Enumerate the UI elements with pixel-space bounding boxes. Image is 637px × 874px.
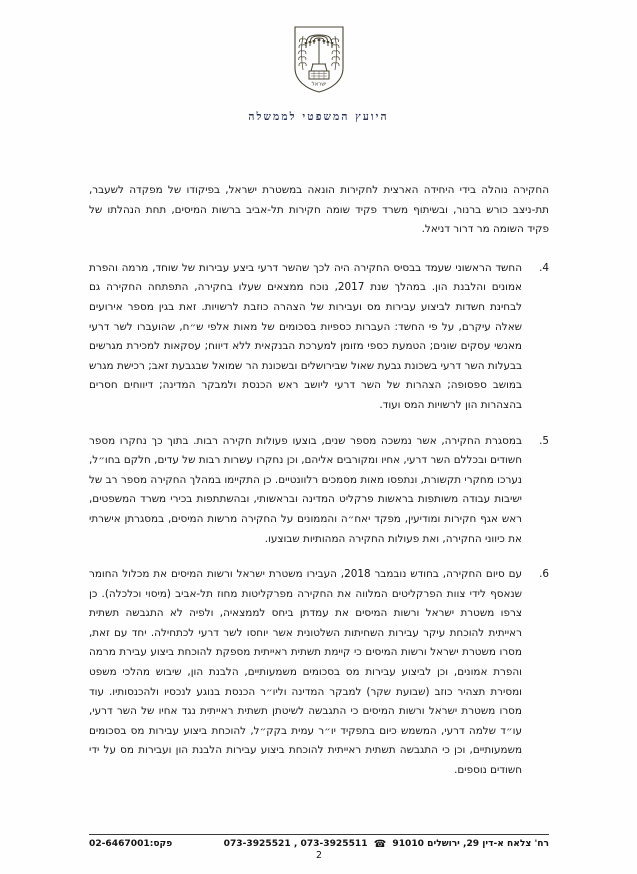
paragraph-clause-4 <box>89 259 549 416</box>
footer-fax-number: 02-6467001 <box>89 839 150 849</box>
telephone-icon: ☎ <box>373 839 387 850</box>
footer-address: רח' צלאח א-דין 29, ירושלים 91010 <box>392 839 549 849</box>
footer-phone-secondary: 073-3925521 <box>223 839 291 849</box>
clause-marker: .4 <box>539 261 549 274</box>
paragraph-text: החקירה נוהלה בידי היחידה הארצית לחקירות הונאה במשטרת ישראל, בפיקודו של מפקדה לשעבר, תת-ניצב כורש ברנור, ובשיתוף משרד פקיד שומה חקירות תל-אביב ברשות המיסים, תחת הנהלתו של פקיד השומה מר דרור דניאל. <box>89 184 549 236</box>
clause-marker: .6 <box>539 568 549 581</box>
footer-address-group <box>224 838 549 849</box>
footer-contact-line <box>89 838 549 849</box>
org-title: היועץ המשפטי לממשלה <box>248 111 389 123</box>
svg-text:ישראל: ישראל <box>311 81 326 88</box>
paragraph-text: עם סיום החקירה, בחודש נובמבר 2018, העבירו משטרת ישראל ורשות המיסים את מכלול החומר שנאסף לידי צוות הפרקליטים המלווה את החקירה מפרקליטות מחוז תל-אביב (מיסוי וכלכלה). כן צרפו משטרת ישראל ורשות המיסים את עמדתן ביחס לממצאיה, ולפיה לא התגבשה תשתית ראייתית להוכחת עיקר עבירות השחיתות השלטונית אשר יוחסו לשר דרעי לכתחילה. יחד עם זאת, מסרו משטרת ישראל ורשות המיסים כי קיימת תשתית ראייתית מספקת להוכחת ביצוע עבירת מרמה והפרת אמונים, וכן לביצוע עבירות מס בסכומים משמעותיים, הלבנת הון, שיבוש מהלכי משפט ומסירת תצהיר כוזב (שבועת שקר) למבקר המדינה וליו״ר הכנסת בנוגע לנכסיו ולהכנסותיו. עוד מסרו משטרת ישראל ורשות המיסים כי התגבשה לשיטתן תשתית ראייתית נגד אחיו של השר דרעי, עו״ד שלמה דרעי, המשמש כיום בתפקיד יו״ר עמית בקק״ל, להוכחת ביצוע עבירות מס בסכומים משמעותיים, וכן כי התגבשה תשתית ראייתית להוכחת ביצוע עבירות הלבנת הון ועבירות מס על ידי חשודים נוספים. <box>89 568 522 777</box>
footer-phone-primary: 073-3925511 <box>300 839 368 849</box>
page-footer <box>0 834 637 874</box>
paragraph-clause-5 <box>89 432 549 550</box>
footer-fax-label: פקס: <box>149 839 173 849</box>
document-body <box>0 123 637 834</box>
footer-phone-separator: , <box>293 839 298 849</box>
footer-divider <box>89 834 549 835</box>
footer-fax-group <box>89 839 172 849</box>
paragraph-clause-6 <box>89 565 549 781</box>
page-number: 2 <box>316 850 322 861</box>
paragraph-text: במסגרת החקירה, אשר נמשכה מספר שנים, בוצעו פעולות חקירה רבות. בתוך כך נחקרו מספר חשודים ובכללם השר דרעי, אחיו ומקורבים אליהם, וכן נחקרו עשרות רבות של עדים, חלקם בחו״ל, נערכו מחקרי תקשורת, ונתפסו מאות מסמכים רלוונטיים. כן התקיימו במהלך החקירה מספר רב של ישיבות עבודה משותפות בראשות פרקליט המדינה ובראשותי, ובהשתתפות בכירי משרד המשפטים, ראש אגף חקירות ומודיעין, מפקד יאח״ה והממונים על החקירה מרשות המיסים, במסגרתן אישרתי את כיווני החקירה, ואת פעולות החקירה המהותיות שבוצעו. <box>89 434 522 545</box>
clause-marker: .5 <box>539 434 549 447</box>
letterhead <box>0 0 637 123</box>
paragraph-text: החשד הראשוני שעמד בבסיס החקירה היה לכך שהשר דרעי ביצע עבירות של שוחד, מרמה והפרת אמונים והלבנת הון. במהלך שנת 2017, נוכח ממצאים שעלו בחקירה, התפתחה החקירה גם לבחינת חשדות לביצוע עבירות מס ועבירות של הצהרה כוזבת לרשויות. זאת בגין מספר אירועים שאלה עיקרם, על פי החשד: העברות כספיות בסכומים של מאות אלפי ש״ח, שהועברו לשר דרעי מאנשי עסקים שונים; הטמעת כספי מזומן למערכת הבנקאית ללא דיווח; עסקאות למכירת מגרשים בבעלות השר דרעי בשכונת גבעת שאול שבירושלים ובשכונת הר שמואל שבגבעת זאב; רכישת מגרש במושב ספסופה; הצהרות של השר דרעי ליושב ראש הכנסת ולמבקר המדינה; דיווחים חסרים בהצהרות הון לרשויות המס ועוד. <box>89 261 522 411</box>
israel-state-emblem-icon <box>290 24 348 94</box>
paragraph-lead <box>89 181 549 240</box>
